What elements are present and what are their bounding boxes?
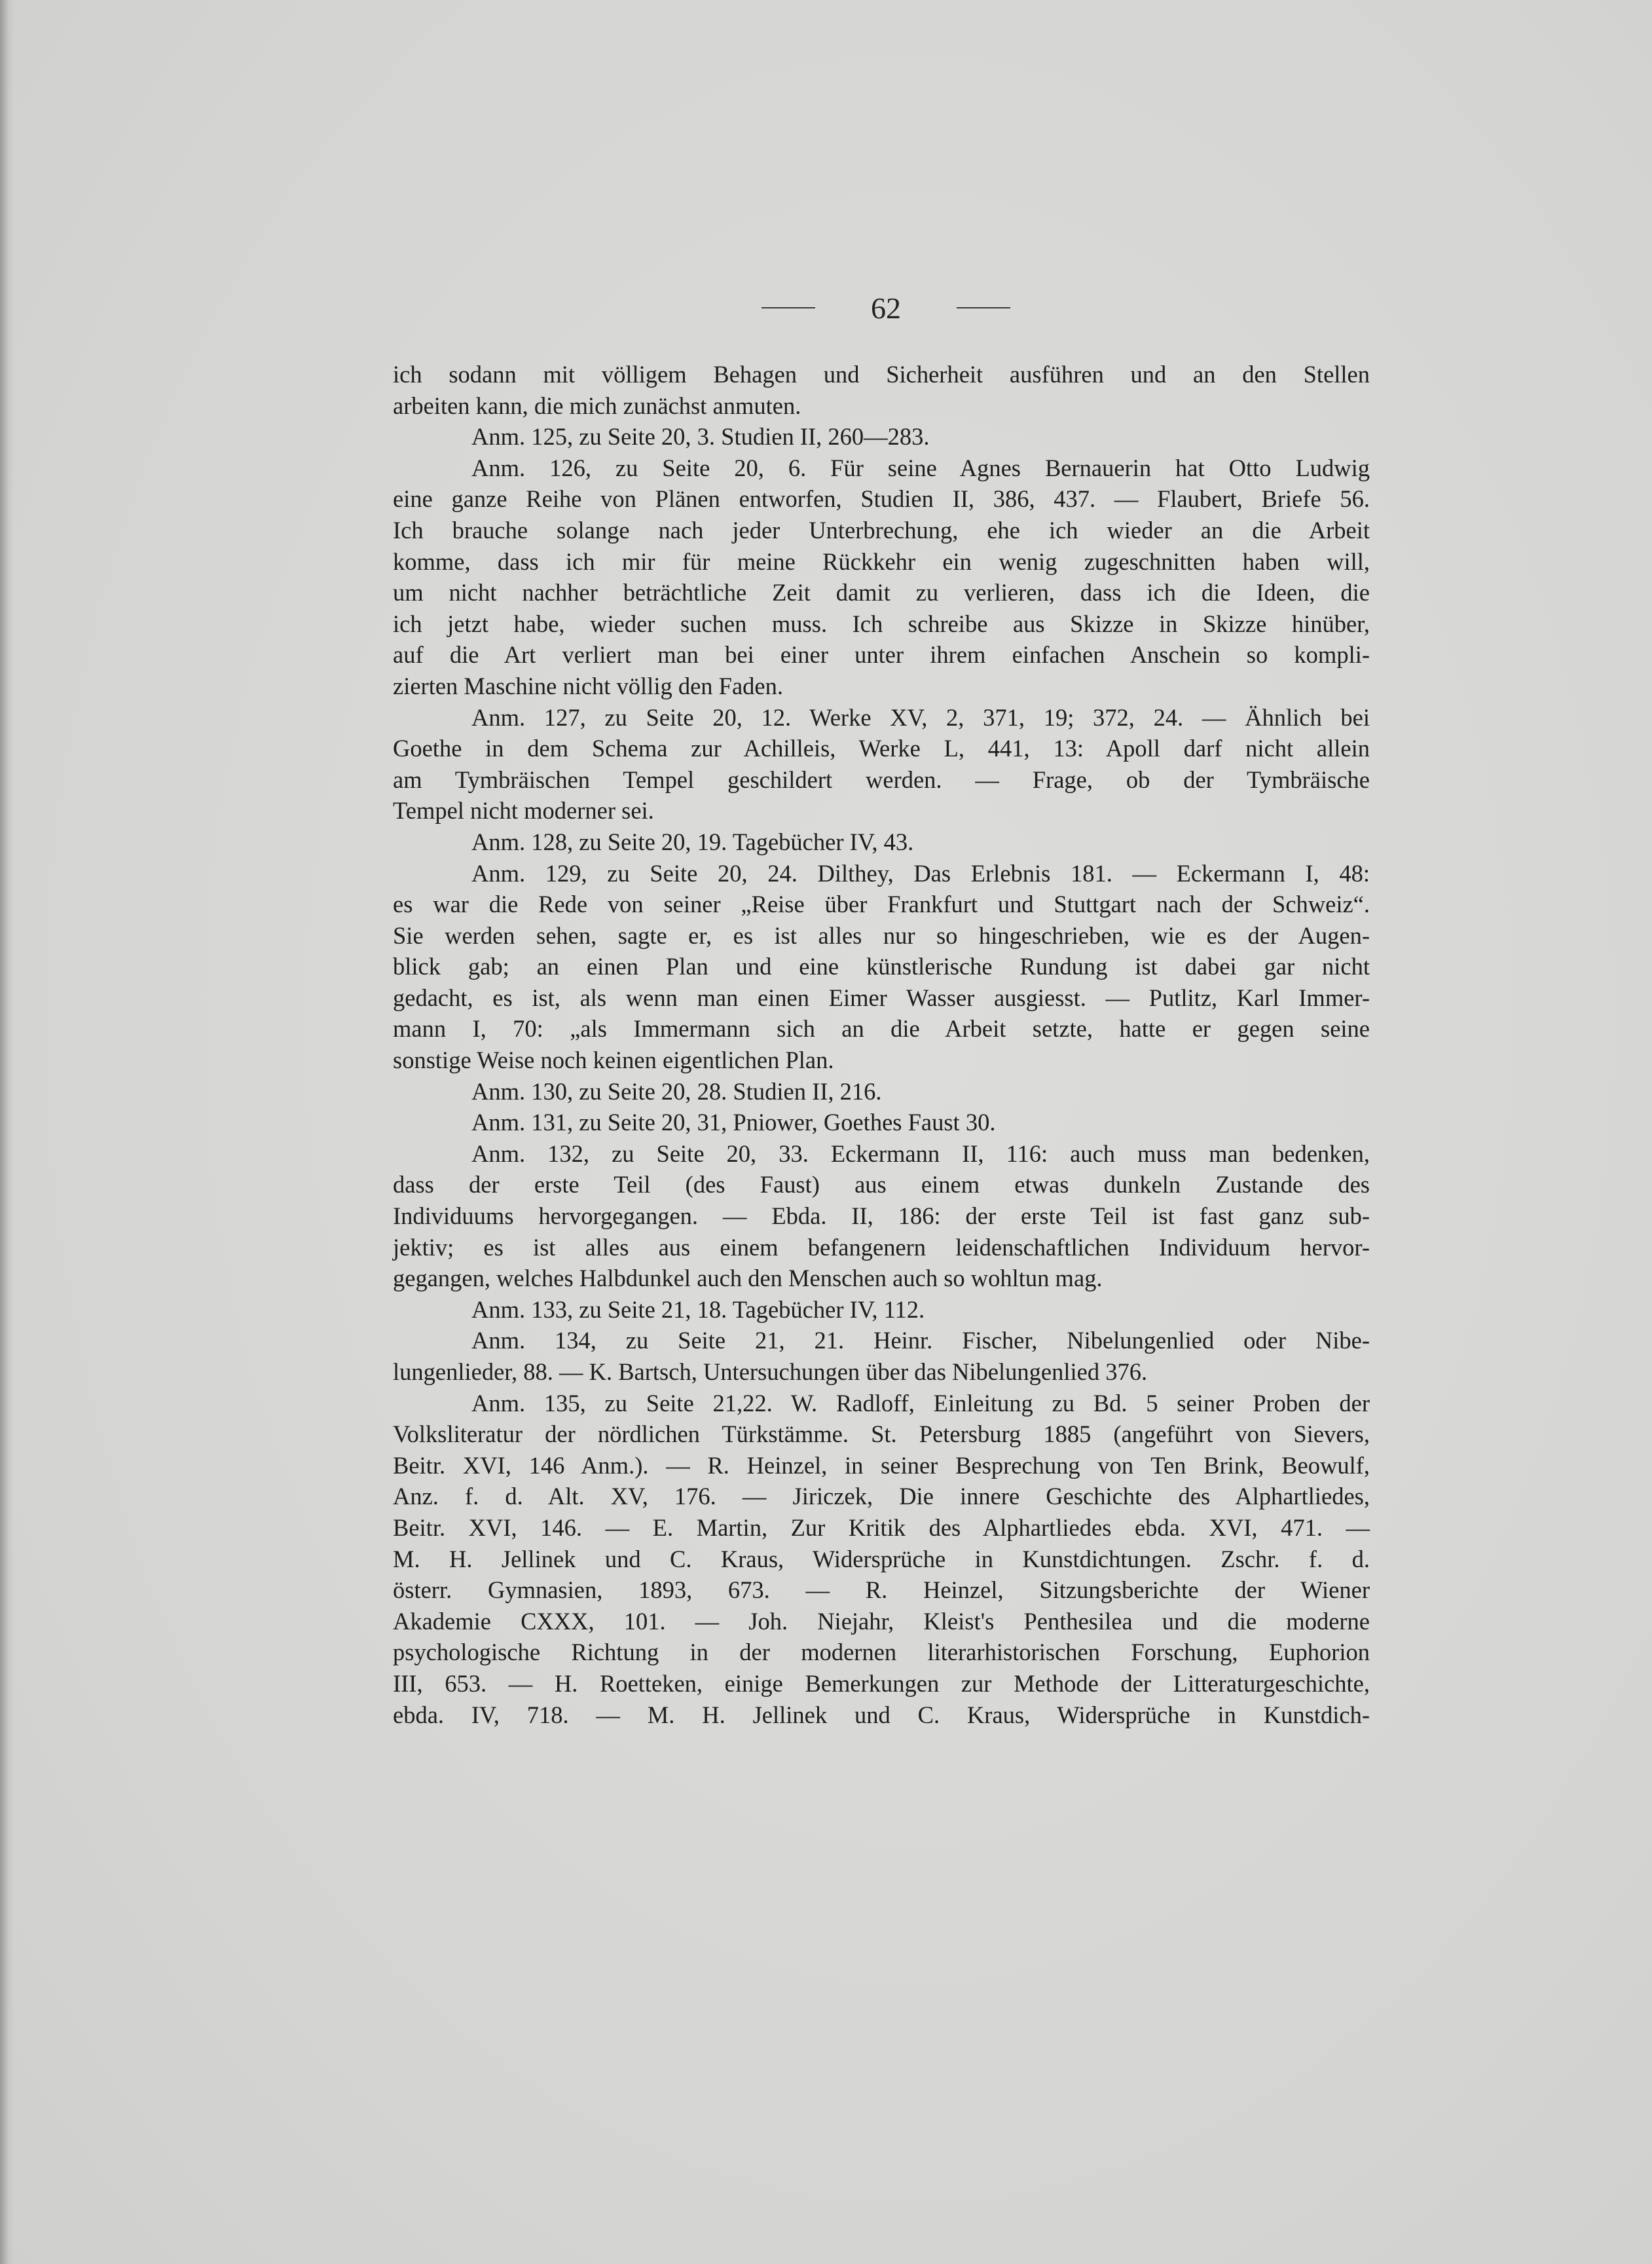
text-line: Beitr. XVI, 146 Anm.). — R. Heinzel, in seiner Besprechung von Ten Brink, Beowulf, (393, 1451, 1370, 1479)
page-number: 62 (871, 291, 901, 325)
text-line: lungenlieder, 88. — K. Bartsch, Untersuchungen über das Nibelungenlied 376. (393, 1358, 1148, 1385)
text-line: österr. Gymnasien, 1893, 673. — R. Heinzel, Sitzungsberichte der Wiener (393, 1576, 1370, 1604)
text-line: Anm. 133, zu Seite 21, 18. Tagebücher IV, 112. (471, 1295, 925, 1323)
text-line: es war die Rede von seiner „Reise über Frankfurt und Stuttgart nach der Schweiz“. (393, 891, 1370, 918)
text-line: psychologische Richtung in der modernen literarhistorischen Forschung, Euphorion (393, 1639, 1370, 1666)
text-line: Anm. 135, zu Seite 21,22. W. Radloff, Einleitung zu Bd. 5 seiner Proben der (471, 1389, 1370, 1417)
text-line: M. H. Jellinek und C. Kraus, Widersprüche in Kunstdichtungen. Zschr. f. d. (393, 1545, 1370, 1572)
text-line: Akademie CXXX, 101. — Joh. Niejahr, Kleist's Penthesilea und die moderne (393, 1607, 1370, 1635)
text-line: gedacht, es ist, als wenn man einen Eimer Wasser ausgiesst. — Putlitz, Karl Immer- (393, 984, 1370, 1011)
text-line: ich sodann mit völligem Behagen und Sicherheit ausführen und an den Stellen (393, 361, 1370, 388)
text-line: blick gab; an einen Plan und eine künstlerische Rundung ist dabei gar nicht (393, 953, 1370, 980)
text-line: auf die Art verliert man bei einer unter ihrem einfachen Anschein so kompli- (393, 641, 1370, 669)
text-line: dass der erste Teil (des Faust) aus einem etwas dunkeln Zustande des (393, 1171, 1370, 1198)
text-line: Individuums hervorgegangen. — Ebda. II, 186: der erste Teil ist fast ganz sub- (393, 1202, 1370, 1230)
text-line: mann I, 70: „als Immermann sich an die Arbeit setzte, hatte er gegen seine (393, 1015, 1370, 1043)
text-line: Anm. 125, zu Seite 20, 3. Studien II, 260—283. (471, 423, 930, 451)
text-line: komme, dass ich mir für meine Rückkehr ein wenig zugeschnitten haben will, (393, 547, 1370, 575)
text-line: Anm. 131, zu Seite 20, 31, Pniower, Goethes Faust 30. (471, 1109, 996, 1136)
page-binding-shadow (0, 0, 14, 2264)
text-line: Anm. 130, zu Seite 20, 28. Studien II, 216. (471, 1077, 882, 1105)
text-line: arbeiten kann, die mich zunächst anmuten. (393, 392, 801, 419)
text-line: jektiv; es ist alles aus einem befangenern leidenschaftlichen Individuum hervor- (393, 1233, 1370, 1261)
text-line: Volksliteratur der nördlichen Türkstämme. St. Petersburg 1885 (angeführt von Sievers, (393, 1420, 1370, 1448)
text-line: um nicht nachher beträchtliche Zeit damit zu verlieren, dass ich die Ideen, die (393, 579, 1370, 606)
text-line: Anm. 129, zu Seite 20, 24. Dilthey, Das Erlebnis 181. — Eckermann I, 48: (471, 859, 1370, 887)
text-line: Anm. 132, zu Seite 20, 33. Eckermann II, 116: auch muss man bedenken, (471, 1140, 1370, 1167)
body-text (393, 359, 1370, 1730)
text-line: Ich brauche solange nach jeder Unterbrechung, ehe ich wieder an die Arbeit (393, 516, 1370, 544)
text-line: Anz. f. d. Alt. XV, 176. — Jiriczek, Die innere Geschichte des Alphartliedes, (393, 1483, 1370, 1510)
text-line: Anm. 127, zu Seite 20, 12. Werke XV, 2, 371, 19; 372, 24. — Ähnlich bei (471, 703, 1370, 731)
text-line: Goethe in dem Schema zur Achilleis, Werke L, 441, 13: Apoll darf nicht allein (393, 735, 1370, 762)
header-rule-left (762, 307, 815, 308)
text-line: Anm. 126, zu Seite 20, 6. Für seine Agnes Bernauerin hat Otto Ludwig (471, 454, 1370, 481)
text-line: am Tymbräischen Tempel geschildert werden. — Frage, ob der Tymbräische (393, 766, 1370, 793)
text-line: zierten Maschine nicht völlig den Faden. (393, 672, 783, 699)
header-rule-right (957, 307, 1010, 308)
text-line: Tempel nicht moderner sei. (393, 797, 654, 825)
text-line: Anm. 128, zu Seite 20, 19. Tagebücher IV, 43. (471, 828, 914, 855)
text-line: ebda. IV, 718. — M. H. Jellinek und C. Kraus, Widersprüche in Kunstdich- (393, 1701, 1370, 1728)
text-line: Sie werden sehen, sagte er, es ist alles nur so hingeschrieben, wie es der Augen- (393, 921, 1370, 949)
text-line: eine ganze Reihe von Plänen entworfen, Studien II, 386, 437. — Flaubert, Briefe 56. (393, 485, 1370, 513)
text-line: sonstige Weise noch keinen eigentlichen Plan. (393, 1047, 834, 1074)
text-line: gegangen, welches Halbdunkel auch den Menschen auch so wohltun mag. (393, 1265, 1103, 1292)
text-line: ich jetzt habe, wieder suchen muss. Ich schreibe aus Skizze in Skizze hinüber, (393, 610, 1370, 637)
text-line: Beitr. XVI, 146. — E. Martin, Zur Kritik des Alphartliedes ebda. XVI, 471. — (393, 1513, 1370, 1541)
text-line: Anm. 134, zu Seite 21, 21. Heinr. Fischer, Nibelungenlied oder Nibe- (471, 1327, 1370, 1354)
page-header (762, 288, 1010, 327)
text-line: III, 653. — H. Roetteken, einige Bemerkungen zur Methode der Litteraturgeschichte, (393, 1669, 1370, 1697)
